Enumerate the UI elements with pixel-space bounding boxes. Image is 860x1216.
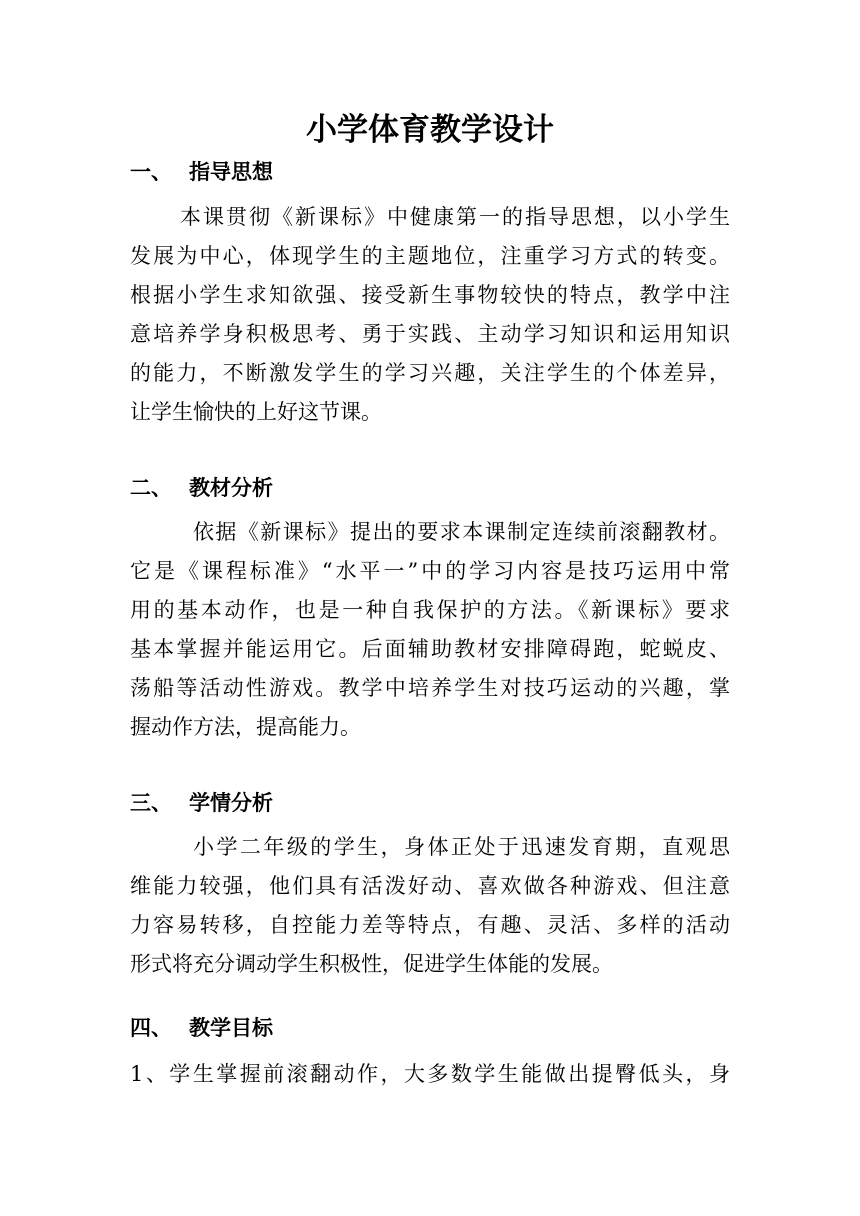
section-paragraph (130, 828, 730, 984)
section-title: 学情分析 (189, 791, 273, 815)
section-heading-student-analysis (130, 788, 730, 818)
paragraph-line: 小学二年级的学生，身体正处于迅速发育期，直观思 (193, 835, 730, 859)
section-title: 指导思想 (189, 160, 273, 184)
section-heading-guiding-ideology (130, 157, 730, 187)
document-title: 小学体育教学设计 (306, 112, 554, 148)
paragraph-line: 意培养学身积极思考、勇于实践、主动学习知识和运用知识 (130, 322, 730, 346)
paragraph-line: 用的基本动作，也是一种自我保护的方法。《新课标》要求 (130, 598, 730, 622)
section-number: 四、 (130, 1016, 172, 1040)
paragraph-line: 本课贯彻《新课标》中健康第一的指导思想，以小学生 (180, 205, 730, 229)
paragraph-line: 的能力，不断激发学生的学习兴趣，关注学生的个体差异， (130, 361, 730, 385)
section-paragraph (130, 198, 730, 432)
section-heading-material-analysis (130, 473, 730, 503)
section-number: 一、 (130, 160, 172, 184)
paragraph-line: 荡船等活动性游戏。教学中培养学生对技巧运动的兴趣，掌 (130, 676, 730, 700)
paragraph-line: 维能力较强，他们具有活泼好动、喜欢做各种游戏、但注意 (130, 874, 730, 898)
section-heading-teaching-objectives (130, 1013, 730, 1043)
section-number: 三、 (130, 791, 172, 815)
section-number: 二、 (130, 476, 172, 500)
section-title: 教材分析 (189, 476, 273, 500)
section-paragraph (130, 1055, 730, 1094)
section-paragraph (130, 513, 730, 747)
paragraph-line: 发展为中心，体现学生的主题地位，注重学习方式的转变。 (130, 244, 730, 268)
paragraph-line: 1、学生掌握前滚翻动作，大多数学生能做出提臀低头，身 (130, 1062, 730, 1086)
paragraph-line: 根据小学生求知欲强、接受新生事物较快的特点，教学中注 (130, 283, 730, 307)
paragraph-line: 握动作方法，提高能力。 (130, 715, 361, 739)
paragraph-line: 基本掌握并能运用它。后面辅助教材安排障碍跑，蛇蜕皮、 (130, 637, 730, 661)
section-title: 教学目标 (189, 1016, 273, 1040)
paragraph-line: 形式将充分调动学生积极性，促进学生体能的发展。 (130, 952, 613, 976)
paragraph-line: 让学生愉快的上好这节课。 (130, 400, 382, 424)
paragraph-line: 它是《课程标准》“水平一”中的学习内容是技巧运用中常 (130, 559, 730, 583)
paragraph-line: 力容易转移，自控能力差等特点，有趣、灵活、多样的活动 (130, 913, 730, 937)
paragraph-line: 依据《新课标》提出的要求本课制定连续前滚翻教材。 (193, 520, 730, 544)
